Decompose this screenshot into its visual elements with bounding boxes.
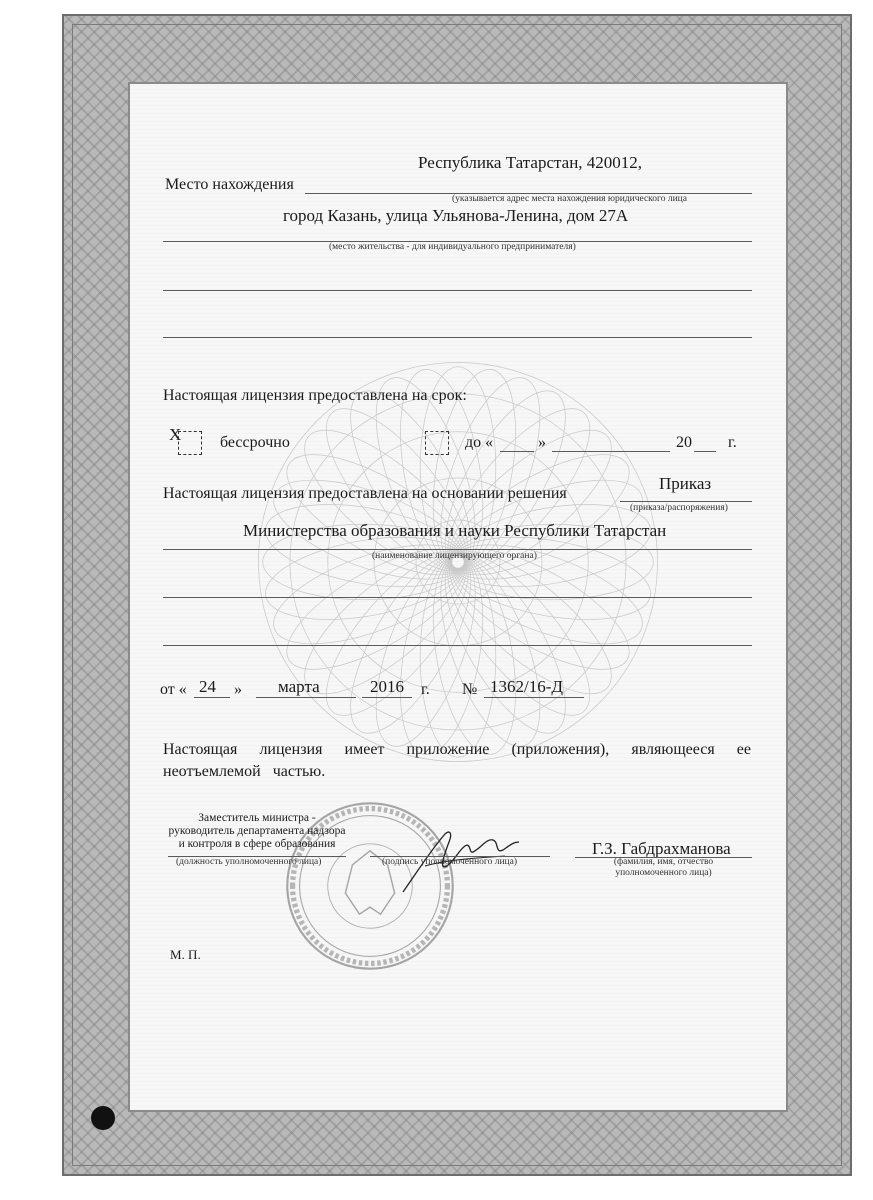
punch-hole — [91, 1106, 115, 1130]
authority-line — [163, 549, 752, 550]
name-caption-line2: уполномоченного лица) — [615, 868, 712, 878]
address-line2: город Казань, улица Ульянова-Ленина, дом 27А — [283, 206, 629, 225]
perpetual-checkbox — [178, 431, 202, 455]
perpetual-label: бессрочно — [220, 434, 290, 451]
date-year-suffix: г. — [421, 681, 430, 698]
blank-line — [163, 597, 752, 598]
position-line3: и контроля в сфере образования — [178, 838, 336, 850]
date-year: 2016 — [370, 677, 404, 696]
name-caption-line1: (фамилия, имя, отчество — [613, 857, 714, 867]
position-line1: Заместитель министра - — [198, 812, 316, 824]
blank-line — [163, 290, 752, 291]
decision-type-line — [620, 501, 752, 502]
number-sign: № — [462, 681, 478, 698]
decision-type: Приказ — [659, 474, 712, 493]
order-number-line — [484, 697, 584, 698]
position-caption: (должность уполномоченного лица) — [176, 857, 322, 867]
order-number: 1362/16-Д — [490, 677, 563, 696]
authority-name: Министерства образования и науки Республики Татарстан — [243, 521, 667, 540]
address-line1: Республика Татарстан, 420012, — [418, 153, 643, 172]
until-close: » — [538, 434, 546, 451]
address-caption1: (указывается адрес места нахождения юридического лица — [452, 194, 687, 204]
term-label: Настоящая лицензия предоставлена на срок: — [163, 387, 467, 404]
appendix-line1: Настоящая лицензия имеет приложение (приложения), являющееся ее — [163, 741, 751, 758]
blank-line — [163, 645, 752, 646]
stamp-place: М. П. — [170, 947, 201, 962]
guilloche-rosette — [248, 352, 668, 772]
blank-line — [163, 337, 752, 338]
basis-label: Настоящая лицензия предоставлена на основании решения — [163, 485, 567, 502]
signatory-position — [168, 812, 346, 851]
name-caption — [575, 857, 752, 879]
date-day-close: » — [234, 681, 242, 698]
date-prefix: от « — [160, 681, 187, 698]
year-prefix: 20 — [676, 434, 692, 451]
signature-caption: (подпись уполномоченного лица) — [382, 857, 518, 867]
appendix-line2: неотъемлемой частью. — [163, 763, 326, 780]
position-line2: руководитель департамента надзора — [168, 825, 346, 837]
decision-caption: (приказа/распоряжения) — [630, 503, 728, 513]
date-day-line — [194, 697, 230, 698]
until-open: до « — [465, 434, 494, 451]
check-mark: X — [169, 425, 182, 444]
date-day: 24 — [199, 677, 216, 696]
address-label: Место нахождения — [165, 176, 294, 193]
until-month-line — [552, 451, 670, 452]
date-month: марта — [278, 677, 320, 696]
date-year-line — [362, 697, 412, 698]
signatory-name: Г.З. Габдрахманова — [592, 839, 731, 858]
authority-caption: (наименование лицензирующего органа) — [372, 551, 537, 561]
until-date-checkbox — [425, 431, 449, 455]
until-day-line — [500, 451, 534, 452]
address-caption2: (место жительства - для индивидуального предпринимателя) — [329, 242, 576, 252]
year-suffix: г. — [728, 434, 737, 451]
date-month-line — [256, 697, 356, 698]
until-year-line — [694, 451, 716, 452]
